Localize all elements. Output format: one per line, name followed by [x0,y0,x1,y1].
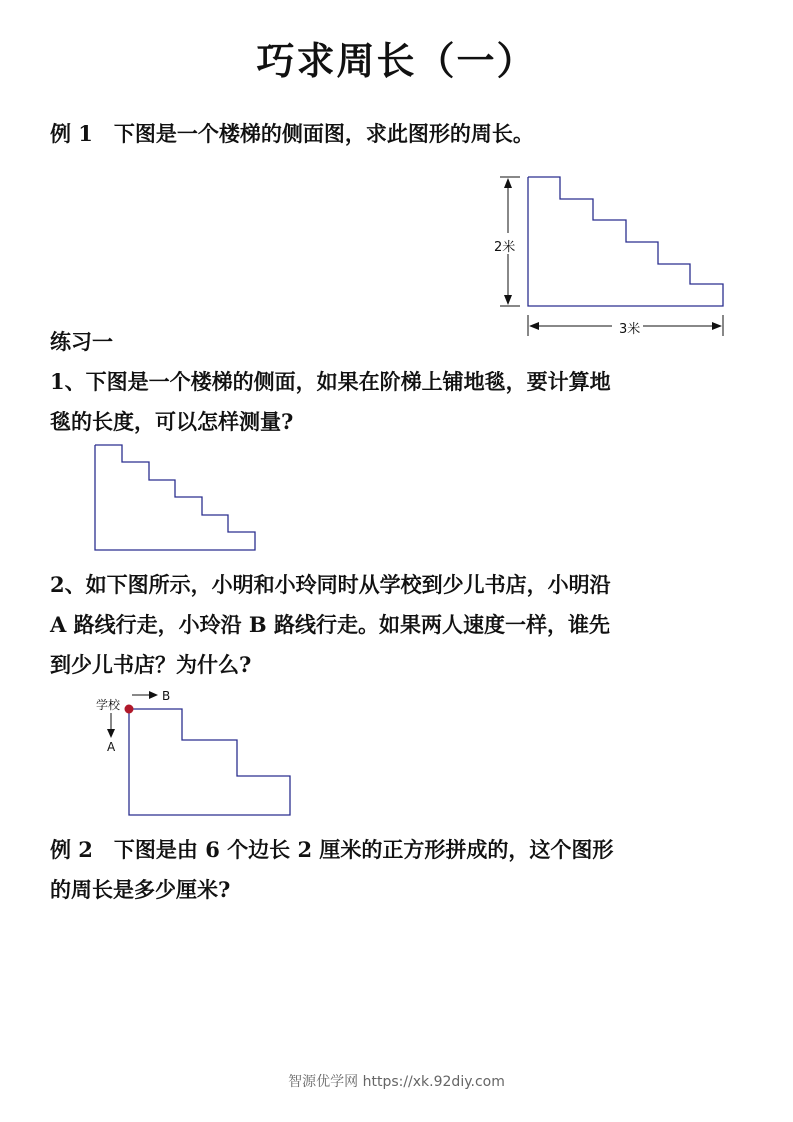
q1-staircase-figure [90,440,260,555]
staircase-outline [528,177,723,306]
route-outline [129,709,290,815]
arrow-up-icon [504,178,512,188]
q1-text-line2: 毯的长度，可以怎样测量? [50,409,294,434]
q2-route-figure [90,685,300,820]
example1-text: 例 1 下图是一个楼梯的侧面图，求此图形的周长。 [50,121,534,146]
route-b-label: B [162,689,171,703]
height-label: 2米 [494,240,516,255]
q2-text-line1: 2、如下图所示，小明和小玲同时从学校到少儿书店，小明沿 [50,572,611,597]
q1-text-line1: 1、下图是一个楼梯的侧面，如果在阶梯上铺地毯，要计算地 [50,369,611,394]
footer-watermark: 智源优学网 https://xk.92diy.com [288,1074,505,1090]
arrow-right-icon [712,322,722,330]
arrow-left-icon [529,322,539,330]
school-label: 学校 [96,698,121,712]
example2-text-line2: 的周长是多少厘米? [50,877,231,902]
practice-heading: 练习一 [50,329,113,354]
q2-text-line2: A 路线行走，小玲沿 B 路线行走。如果两人速度一样，谁先 [50,612,610,637]
width-label: 3米 [619,322,641,337]
example1-staircase-figure [490,170,740,345]
example2-text-line1: 例 2 下图是由 6 个边长 2 厘米的正方形拼成的，这个图形 [50,837,614,862]
arrow-down-icon [504,295,512,305]
route-a-label: A [107,740,116,754]
staircase-outline [95,445,255,550]
page-title: 巧求周长（一） [256,38,537,83]
school-dot [125,705,134,714]
route-b-arrow-icon [149,691,158,699]
route-a-arrow-icon [107,729,115,738]
q2-text-line3: 到少儿书店？为什么? [50,652,252,677]
